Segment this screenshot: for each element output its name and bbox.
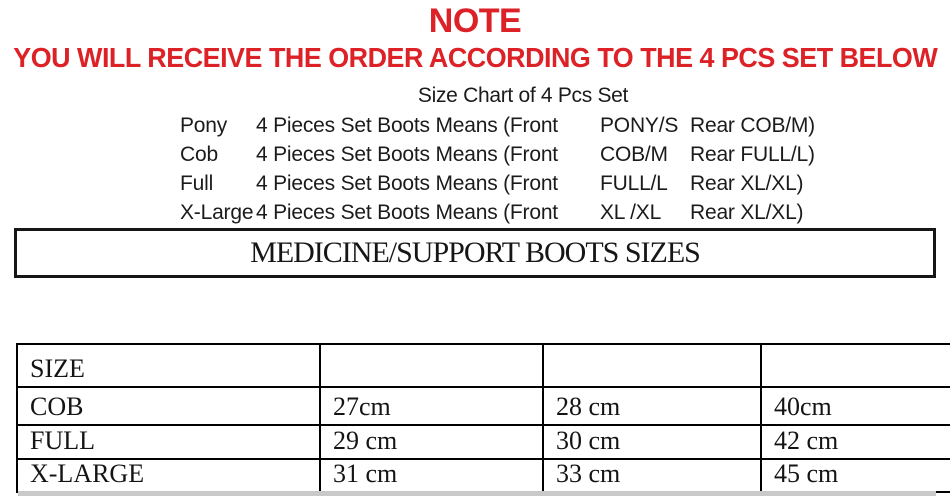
table-row-xlarge xyxy=(17,459,950,492)
size-cell: X-LARGE xyxy=(17,459,320,492)
boots-size-table xyxy=(16,343,950,493)
empty-header-cell xyxy=(320,344,543,387)
table-row-full xyxy=(17,425,950,459)
set-means-text: 4 Pieces Set Boots Means (Front xyxy=(256,114,558,137)
table-row-cob xyxy=(17,387,950,425)
set-line-xlarge xyxy=(180,198,815,227)
image-edge-strip xyxy=(18,491,936,496)
set-line-cob xyxy=(180,140,815,169)
set-rear-size: Rear XL/XL) xyxy=(690,201,804,224)
set-size-label: Pony xyxy=(180,114,228,137)
measurement-cell: 45 cm xyxy=(761,459,950,492)
measurement-cell: 30 cm xyxy=(543,425,761,459)
table-header-row xyxy=(17,344,950,387)
size-cell: FULL xyxy=(17,425,320,459)
set-front-size: PONY/S xyxy=(600,114,679,137)
set-front-size: FULL/L xyxy=(600,172,668,195)
size-header-cell: SIZE xyxy=(17,344,320,387)
set-rear-size: Rear XL/XL) xyxy=(690,172,804,195)
set-means-text: 4 Pieces Set Boots Means (Front xyxy=(256,172,558,195)
set-line-full xyxy=(180,169,815,198)
empty-header-cell xyxy=(761,344,950,387)
set-rear-size: Rear FULL/L) xyxy=(690,143,815,166)
set-front-size: XL /XL xyxy=(600,201,662,224)
pcs-set-list xyxy=(180,111,815,227)
measurement-cell: 42 cm xyxy=(761,425,950,459)
set-front-size: COB/M xyxy=(600,143,668,166)
set-rear-size: Rear COB/M) xyxy=(690,114,815,137)
medicine-banner xyxy=(14,228,936,278)
measurement-cell: 29 cm xyxy=(320,425,543,459)
banner-title: MEDICINE/SUPPORT BOOTS SIZES xyxy=(250,236,700,269)
measurement-cell: 40cm xyxy=(761,387,950,425)
measurement-cell: 28 cm xyxy=(543,387,761,425)
empty-header-cell xyxy=(543,344,761,387)
note-subtitle-wrap xyxy=(0,42,950,74)
set-size-label: Cob xyxy=(180,143,218,166)
set-size-label: X-Large xyxy=(180,201,254,224)
note-subtitle: YOU WILL RECEIVE THE ORDER ACCORDING TO THE 4 PCS SET BELOW xyxy=(13,42,938,73)
measurement-cell: 31 cm xyxy=(320,459,543,492)
set-size-label: Full xyxy=(180,172,214,195)
measurement-cell: 33 cm xyxy=(543,459,761,492)
size-chart-title: Size Chart of 4 Pcs Set xyxy=(417,84,629,107)
set-means-text: 4 Pieces Set Boots Means (Front xyxy=(256,201,558,224)
measurement-cell: 27cm xyxy=(320,387,543,425)
size-cell: COB xyxy=(17,387,320,425)
set-line-pony xyxy=(180,111,815,140)
note-heading: NOTE xyxy=(428,2,522,40)
set-means-text: 4 Pieces Set Boots Means (Front xyxy=(256,143,558,166)
